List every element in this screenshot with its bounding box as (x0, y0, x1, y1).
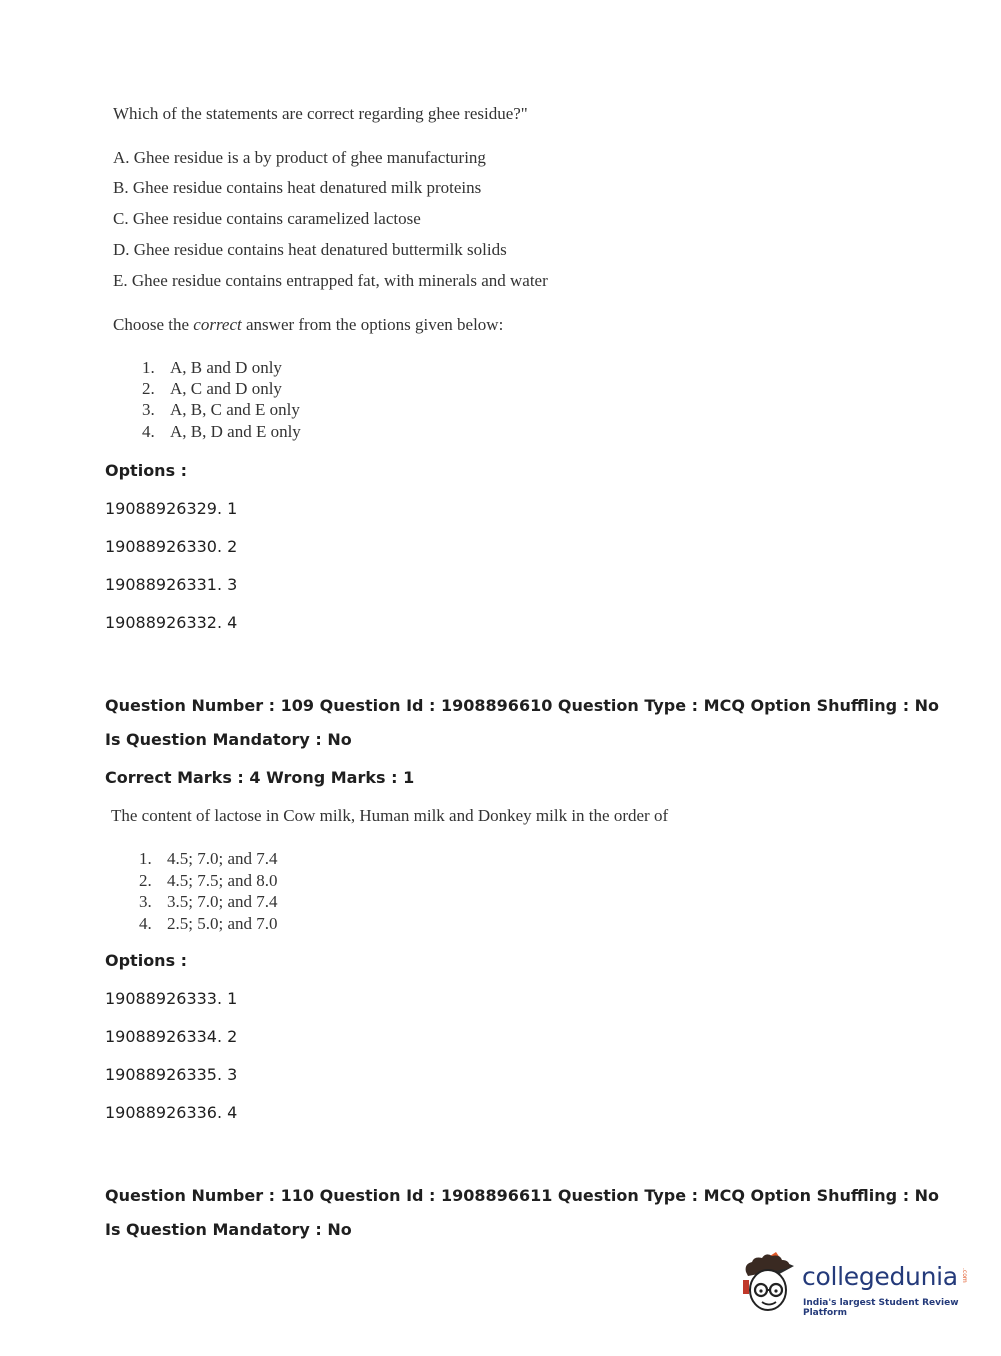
option-item: 19088926334. 2 (105, 1027, 238, 1046)
answer-choice: 4. A, B, D and E only (142, 422, 301, 441)
question-header: Question Number : 110 Question Id : 1908896611 Question Type : MCQ Option Shuffling : No (105, 1186, 940, 1205)
answer-choice: 1. 4.5; 7.0; and 7.4 (139, 849, 278, 868)
option-item: 19088926332. 4 (105, 613, 238, 632)
question-mandatory: Is Question Mandatory : No (105, 1220, 352, 1239)
answer-choice: 2. A, C and D only (142, 379, 282, 398)
choose-instruction: Choose the correct answer from the options given below: (113, 315, 504, 334)
option-item: 19088926330. 2 (105, 537, 238, 556)
logo-com: .com (961, 1268, 968, 1283)
answer-choice: 3. A, B, C and E only (142, 400, 300, 419)
statement-c: C. Ghee residue contains caramelized lactose (113, 209, 421, 228)
question-header: Question Number : 109 Question Id : 1908896610 Question Type : MCQ Option Shuffling : No (105, 696, 940, 715)
options-label: Options : (105, 461, 188, 480)
question-stem: Which of the statements are correct regarding ghee residue?" (113, 104, 528, 123)
option-item: 19088926333. 1 (105, 989, 238, 1008)
answer-choice: 2. 4.5; 7.5; and 8.0 (139, 871, 278, 890)
option-item: 19088926331. 3 (105, 575, 238, 594)
logo-tagline: India's largest Student Review Platform (803, 1298, 959, 1318)
question-stem: The content of lactose in Cow milk, Human milk and Donkey milk in the order of (111, 806, 669, 825)
collegedunia-logo[interactable] (740, 1250, 970, 1320)
answer-choice: 1. A, B and D only (142, 358, 282, 377)
options-label: Options : (105, 951, 188, 970)
statement-e: E. Ghee residue contains entrapped fat, with minerals and water (113, 271, 548, 290)
question-mandatory: Is Question Mandatory : No (105, 730, 352, 749)
answer-choice: 4. 2.5; 5.0; and 7.0 (139, 914, 278, 933)
answer-choice: 3. 3.5; 7.0; and 7.4 (139, 892, 278, 911)
statement-b: B. Ghee residue contains heat denatured milk proteins (113, 178, 482, 197)
mascot-icon (740, 1250, 802, 1320)
option-item: 19088926336. 4 (105, 1103, 238, 1122)
question-marks: Correct Marks : 4 Wrong Marks : 1 (105, 768, 415, 787)
statement-d: D. Ghee residue contains heat denatured buttermilk solids (113, 240, 507, 259)
option-item: 19088926329. 1 (105, 499, 238, 518)
statement-a: A. Ghee residue is a by product of ghee manufacturing (113, 148, 486, 167)
option-item: 19088926335. 3 (105, 1065, 238, 1084)
logo-wordmark: collegedunia (802, 1262, 958, 1291)
